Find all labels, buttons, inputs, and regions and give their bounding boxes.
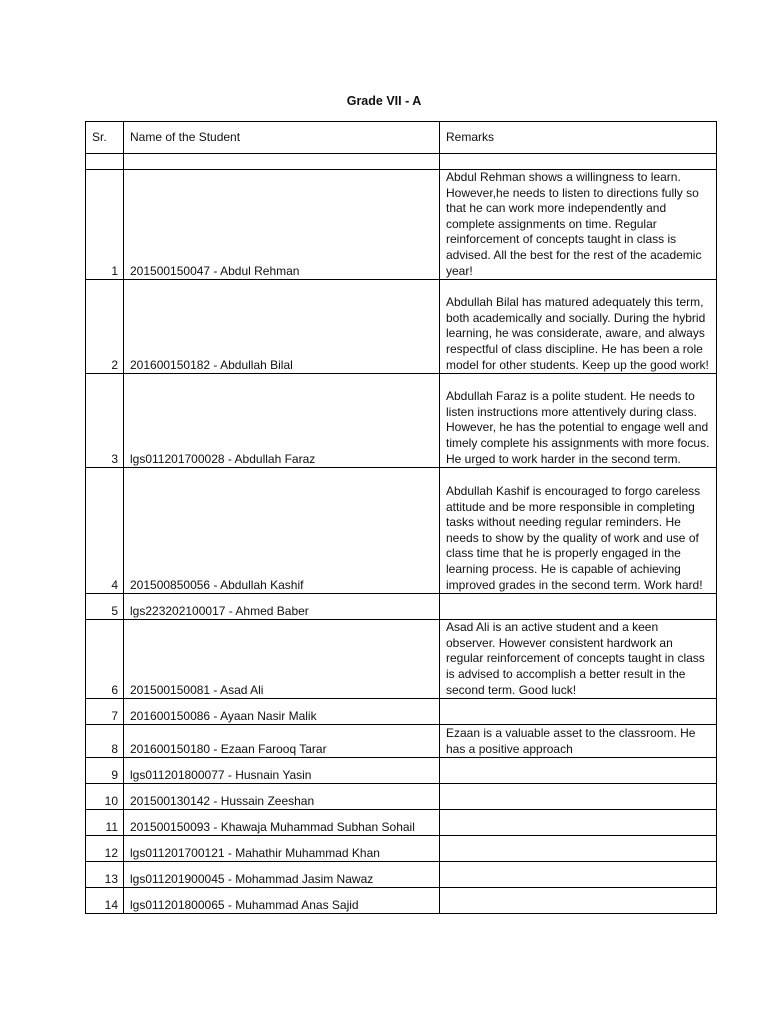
sr-cell: 11	[86, 810, 124, 836]
remark-cell: Abdullah Faraz is a polite student. He needs to listen instructions more attentively during class. However, he has the potential to engage well and timely complete his assignments with more focus. He urged to work harder in the second term.	[440, 374, 717, 468]
empty-cell	[124, 154, 440, 170]
remark-cell	[440, 594, 717, 620]
remark-cell: Abdullah Bilal has matured adequately this term, both academically and socially. During the hybrid learning, he was considerate, aware, and always respectful of class discipline. He has been a role model for other students. Keep up the good work!	[440, 280, 717, 374]
header-name: Name of the Student	[124, 122, 440, 154]
student-name-cell: 201500150047 - Abdul Rehman	[124, 170, 440, 280]
student-name-cell: 201600150086 - Ayaan Nasir Malik	[124, 699, 440, 725]
remark-cell: Abdul Rehman shows a willingness to learn. However,he needs to listen to directions fully so that he can work more independently and complete assignments on time. Regular reinforcement of concepts taught in class is advised. All the best for the rest of the academic year!	[440, 170, 717, 280]
table-header-row	[86, 122, 717, 154]
remark-cell	[440, 862, 717, 888]
student-name-cell: 201600150182 - Abdullah Bilal	[124, 280, 440, 374]
table-row	[86, 784, 717, 810]
table-row	[86, 468, 717, 594]
student-name-cell: 201500850056 - Abdullah Kashif	[124, 468, 440, 594]
header-remarks: Remarks	[440, 122, 717, 154]
remark-cell	[440, 758, 717, 784]
table-row	[86, 888, 717, 914]
sr-cell: 7	[86, 699, 124, 725]
sr-cell: 1	[86, 170, 124, 280]
table-row	[86, 594, 717, 620]
student-remarks-table	[85, 121, 717, 914]
sr-cell: 8	[86, 725, 124, 758]
sr-cell: 4	[86, 468, 124, 594]
remark-cell	[440, 888, 717, 914]
table-row	[86, 280, 717, 374]
table-row	[86, 620, 717, 699]
remark-cell	[440, 784, 717, 810]
student-name-cell: lgs011201800077 - Husnain Yasin	[124, 758, 440, 784]
sr-cell: 2	[86, 280, 124, 374]
sr-cell: 3	[86, 374, 124, 468]
empty-cell	[86, 154, 124, 170]
sr-cell: 12	[86, 836, 124, 862]
student-name-cell: 201500150081 - Asad Ali	[124, 620, 440, 699]
student-name-cell: 201600150180 - Ezaan Farooq Tarar	[124, 725, 440, 758]
student-name-cell: lgs011201800065 - Muhammad Anas Sajid	[124, 888, 440, 914]
student-name-cell: lgs011201700028 - Abdullah Faraz	[124, 374, 440, 468]
student-name-cell: 201500150093 - Khawaja Muhammad Subhan Sohail	[124, 810, 440, 836]
page-title: Grade VII - A	[346, 94, 422, 108]
sr-cell: 10	[86, 784, 124, 810]
empty-row	[86, 154, 717, 170]
student-name-cell: lgs223202100017 - Ahmed Baber	[124, 594, 440, 620]
remark-cell	[440, 810, 717, 836]
remark-cell: Abdullah Kashif is encouraged to forgo careless attitude and be more responsible in completing tasks without needing regular reminders. He needs to show by the quality of work and use of class time that he is properly engaged in the learning process. He is capable of achieving improved grades in the second term. Work hard!	[440, 468, 717, 594]
student-name-cell: lgs011201700121 - Mahathir Muhammad Khan	[124, 836, 440, 862]
sr-cell: 13	[86, 862, 124, 888]
table-row	[86, 810, 717, 836]
remark-cell: Ezaan is a valuable asset to the classroom. He has a positive approach	[440, 725, 717, 758]
remark-cell: Asad Ali is an active student and a keen observer. However consistent hardwork an regular reinforcement of concepts taught in class is advised to accomplish a better result in the second term. Good luck!	[440, 620, 717, 699]
student-name-cell: lgs011201900045 - Mohammad Jasim Nawaz	[124, 862, 440, 888]
table-row	[86, 170, 717, 280]
sr-cell: 5	[86, 594, 124, 620]
student-name-cell: 201500130142 - Hussain Zeeshan	[124, 784, 440, 810]
sr-cell: 14	[86, 888, 124, 914]
header-sr: Sr.	[86, 122, 124, 154]
remark-cell	[440, 699, 717, 725]
sr-cell: 9	[86, 758, 124, 784]
empty-cell	[440, 154, 717, 170]
table-row	[86, 725, 717, 758]
sr-cell: 6	[86, 620, 124, 699]
table-row	[86, 862, 717, 888]
table-row	[86, 758, 717, 784]
remark-cell	[440, 836, 717, 862]
table-row	[86, 699, 717, 725]
table-row	[86, 374, 717, 468]
table-row	[86, 836, 717, 862]
